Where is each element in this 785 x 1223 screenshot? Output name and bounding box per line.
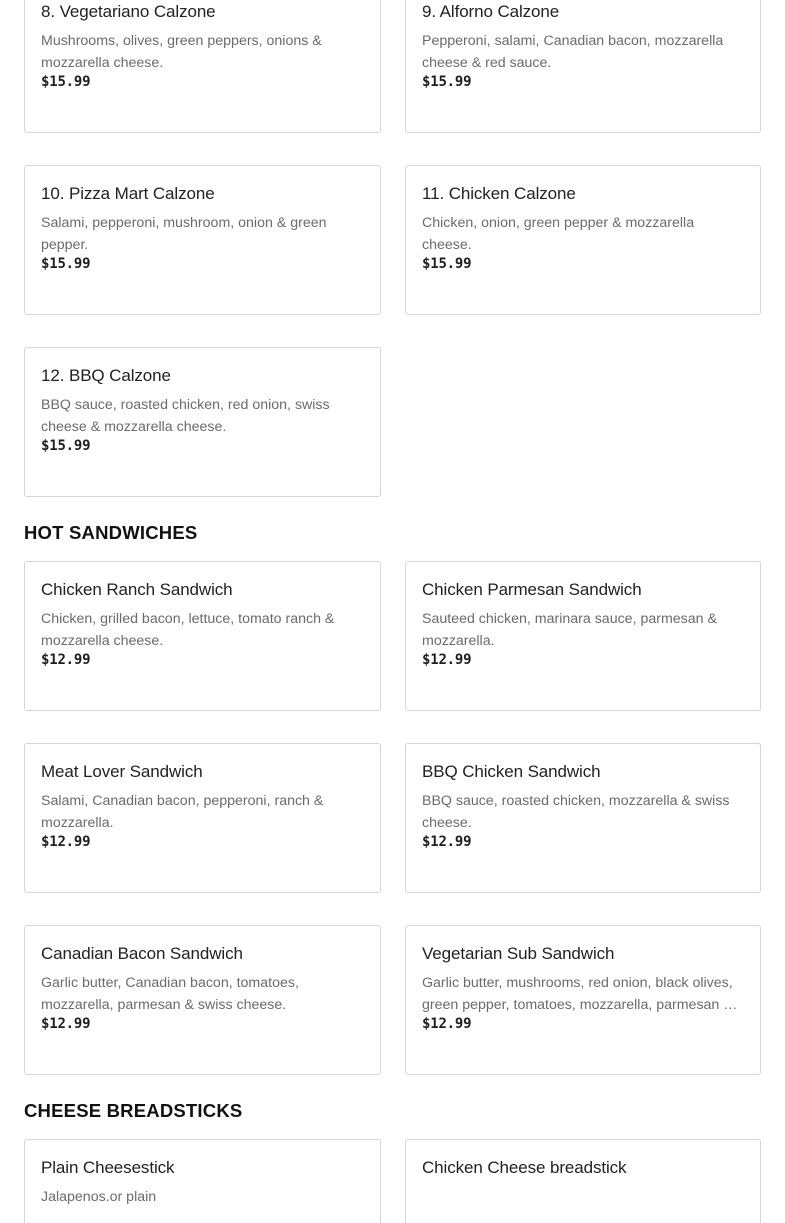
menu-item-card[interactable]: [24, 561, 381, 711]
menu-item-description: Jalapenos.or plain: [41, 1189, 157, 1205]
menu-item-name: 12. BBQ Calzone: [41, 366, 171, 385]
menu-item-name: 9. Alforno Calzone: [422, 2, 560, 21]
menu-item-name: Chicken Ranch Sandwich: [41, 580, 233, 599]
menu-item-description: Garlic butter, mushrooms, red onion, black olives, green pepper, tomatoes, mozzarella, parmesan &: [422, 975, 733, 1013]
menu-item-name: Chicken Parmesan Sandwich: [422, 580, 642, 599]
menu-item-price: $12.99: [41, 834, 91, 850]
menu-item-card[interactable]: [405, 561, 761, 711]
menu-item-description: Mushrooms, olives, green peppers, onions & mozzarella cheese.: [41, 33, 322, 71]
menu-item-price: $12.99: [422, 1016, 472, 1032]
menu-item-price: $15.99: [422, 256, 472, 272]
menu-item-card[interactable]: [405, 925, 761, 1075]
menu-item-description: Chicken, grilled bacon, lettuce, tomato ranch & mozzarella cheese.: [41, 611, 335, 649]
menu-item-name: Meat Lover Sandwich: [41, 762, 203, 781]
menu-item-name: Canadian Bacon Sandwich: [41, 944, 243, 963]
menu-item-card[interactable]: [24, 347, 381, 497]
menu-item-name: Chicken Cheese breadstick: [422, 1158, 627, 1177]
menu-item-description: Salami, pepperoni, mushroom, onion & green pepper.: [41, 215, 327, 253]
menu-item-description: Pepperoni, salami, Canadian bacon, mozzarella cheese & red sauce.: [422, 33, 724, 71]
menu-item-card[interactable]: [405, 743, 761, 893]
menu-item-name: 10. Pizza Mart Calzone: [41, 184, 215, 203]
menu-item-price: $15.99: [41, 256, 91, 272]
menu-item-price: $12.99: [422, 834, 472, 850]
menu-item-card[interactable]: [24, 0, 381, 133]
section-heading-hot-sandwiches: HOT SANDWICHES: [24, 522, 198, 543]
menu-item-description: Chicken, onion, green pepper & mozzarella cheese.: [422, 215, 695, 253]
menu-item-name: Plain Cheesestick: [41, 1158, 175, 1177]
menu-item-price: $12.99: [422, 652, 472, 668]
menu-item-card[interactable]: [405, 165, 761, 315]
menu-item-name: BBQ Chicken Sandwich: [422, 762, 601, 781]
menu-item-name: Vegetarian Sub Sandwich: [422, 944, 615, 963]
menu-item-name: 8. Vegetariano Calzone: [41, 2, 216, 21]
menu-item-description: BBQ sauce, roasted chicken, mozzarella & swiss cheese.: [422, 793, 730, 831]
menu-item-card[interactable]: [405, 1139, 761, 1223]
menu-item-card[interactable]: [405, 0, 761, 133]
menu-item-price: $15.99: [41, 438, 91, 454]
menu-item-description: BBQ sauce, roasted chicken, red onion, swiss cheese & mozzarella cheese.: [41, 397, 330, 435]
menu-item-card[interactable]: [24, 743, 381, 893]
menu-item-price: $12.99: [41, 1016, 91, 1032]
menu-item-card[interactable]: [24, 165, 381, 315]
menu-item-description: Garlic butter, Canadian bacon, tomatoes, mozzarella, parmesan & swiss cheese.: [41, 975, 299, 1013]
menu-item-price: $12.99: [41, 652, 91, 668]
menu-item-price: $15.99: [41, 74, 91, 90]
section-heading-cheese-breadsticks: CHEESE BREADSTICKS: [24, 1100, 243, 1121]
menu-item-name: 11. Chicken Calzone: [422, 184, 576, 203]
menu-item-card[interactable]: [24, 1139, 381, 1223]
menu-item-description: Sauteed chicken, marinara sauce, parmesan & mozzarella.: [422, 611, 717, 649]
menu-item-description: Salami, Canadian bacon, pepperoni, ranch & mozzarella.: [41, 793, 324, 831]
menu-item-card[interactable]: [24, 925, 381, 1075]
menu-item-price: $15.99: [422, 74, 472, 90]
